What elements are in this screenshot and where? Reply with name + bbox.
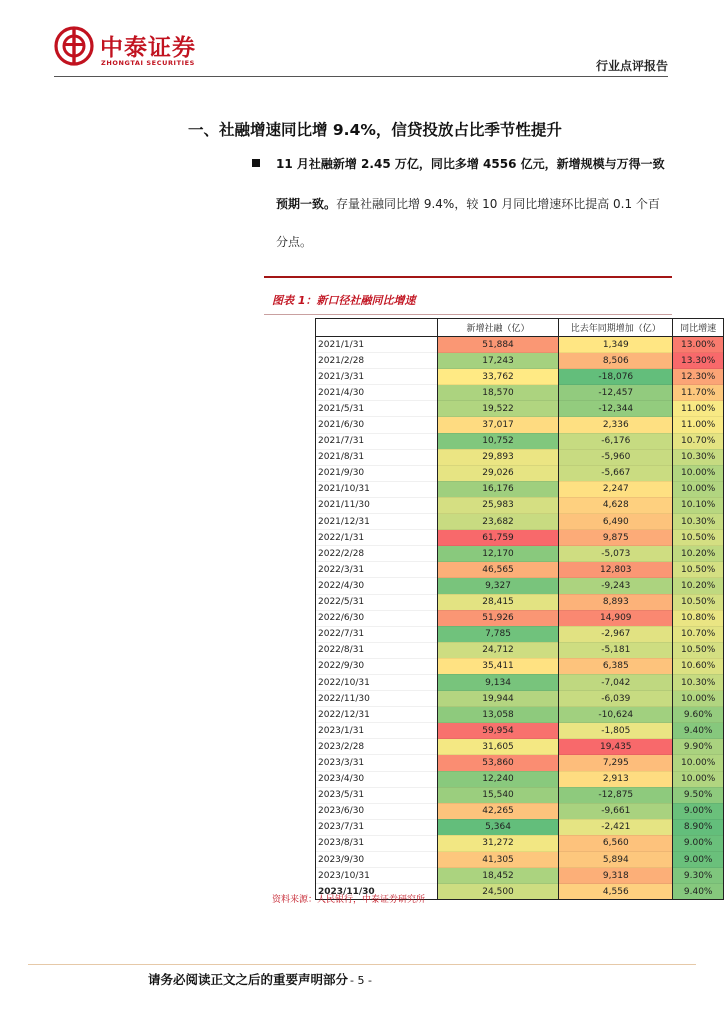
cell-new-financing: 16,176 — [437, 481, 558, 497]
cell-yoy-growth: 9.50% — [673, 787, 724, 803]
cell-date: 2022/1/31 — [316, 530, 438, 546]
col-header-new-financing: 新增社融（亿） — [437, 319, 558, 337]
cell-date: 2023/4/30 — [316, 771, 438, 787]
table-row — [316, 803, 724, 819]
cell-date: 2021/11/30 — [316, 497, 438, 513]
table-row — [316, 819, 724, 835]
cell-yoy-growth: 10.00% — [673, 481, 724, 497]
cell-date: 2021/8/31 — [316, 449, 438, 465]
table-row — [316, 401, 724, 417]
cell-yoy-increase: -5,073 — [559, 546, 673, 562]
table-row — [316, 481, 724, 497]
cell-yoy-increase: 6,385 — [559, 658, 673, 674]
cell-new-financing: 51,926 — [437, 610, 558, 626]
cell-new-financing: 12,240 — [437, 771, 558, 787]
cell-yoy-growth: 10.30% — [673, 674, 724, 690]
cell-date: 2023/3/31 — [316, 755, 438, 771]
cell-yoy-increase: -2,967 — [559, 626, 673, 642]
cell-new-financing: 9,327 — [437, 578, 558, 594]
cell-yoy-growth: 10.00% — [673, 771, 724, 787]
cell-date: 2021/9/30 — [316, 465, 438, 481]
cell-date: 2023/8/31 — [316, 835, 438, 851]
cell-yoy-increase: 6,560 — [559, 835, 673, 851]
cell-yoy-growth: 8.90% — [673, 819, 724, 835]
cell-new-financing: 19,522 — [437, 401, 558, 417]
cell-new-financing: 12,170 — [437, 546, 558, 562]
cell-date: 2022/9/30 — [316, 658, 438, 674]
cell-new-financing: 7,785 — [437, 626, 558, 642]
cell-yoy-increase: -12,457 — [559, 385, 673, 401]
cell-yoy-increase: -10,624 — [559, 707, 673, 723]
chart-caption-divider — [264, 314, 672, 315]
cell-yoy-growth: 9.00% — [673, 852, 724, 868]
cell-yoy-growth: 11.70% — [673, 385, 724, 401]
cell-new-financing: 29,026 — [437, 465, 558, 481]
cell-yoy-growth: 10.30% — [673, 514, 724, 530]
header-divider — [54, 76, 668, 77]
logo-english-name: ZHONGTAI SECURITIES — [101, 59, 195, 67]
cell-new-financing: 23,682 — [437, 514, 558, 530]
paragraph-line-1-bold: 11 月社融新增 2.45 万亿，同比多增 4556 亿元，新增规模与万得一致 — [276, 157, 665, 171]
cell-yoy-increase: 19,435 — [559, 739, 673, 755]
cell-date: 2023/2/28 — [316, 739, 438, 755]
table-row — [316, 835, 724, 851]
cell-new-financing: 24,500 — [437, 884, 558, 900]
cell-yoy-increase: 5,894 — [559, 852, 673, 868]
cell-yoy-increase: 2,247 — [559, 481, 673, 497]
cell-new-financing: 25,983 — [437, 497, 558, 513]
cell-new-financing: 24,712 — [437, 642, 558, 658]
table-row — [316, 691, 724, 707]
cell-new-financing: 5,364 — [437, 819, 558, 835]
cell-new-financing: 31,272 — [437, 835, 558, 851]
table-header-row — [316, 319, 724, 337]
cell-yoy-growth: 10.00% — [673, 691, 724, 707]
paragraph-line-2-bold: 预期一致。 — [276, 197, 337, 211]
col-header-yoy-increase: 比去年同期增加（亿） — [559, 319, 673, 337]
paragraph-line-3: 分点。 — [276, 235, 313, 249]
table-row — [316, 674, 724, 690]
cell-yoy-increase: 4,628 — [559, 497, 673, 513]
cell-date: 2023/1/31 — [316, 723, 438, 739]
cell-yoy-increase: 12,803 — [559, 562, 673, 578]
paragraph-line-2-text: 存量社融同比增 9.4%，较 10 月同比增速环比提高 0.1 个百 — [336, 197, 660, 211]
cell-date: 2023/9/30 — [316, 852, 438, 868]
chart-source-note: 资料来源：人民银行，中泰证券研究所 — [272, 895, 426, 905]
table-row — [316, 514, 724, 530]
table-row — [316, 642, 724, 658]
cell-date: 2022/2/28 — [316, 546, 438, 562]
cell-yoy-increase: 7,295 — [559, 755, 673, 771]
table-row — [316, 417, 724, 433]
table-row — [316, 337, 724, 353]
cell-date: 2021/1/31 — [316, 337, 438, 353]
cell-yoy-growth: 10.20% — [673, 578, 724, 594]
cell-date: 2021/10/31 — [316, 481, 438, 497]
cell-date: 2022/10/31 — [316, 674, 438, 690]
cell-yoy-increase: 9,318 — [559, 868, 673, 884]
table-row — [316, 755, 724, 771]
cell-yoy-growth: 10.80% — [673, 610, 724, 626]
cell-new-financing: 15,540 — [437, 787, 558, 803]
cell-yoy-growth: 10.20% — [673, 546, 724, 562]
cell-new-financing: 46,565 — [437, 562, 558, 578]
cell-yoy-increase: -12,875 — [559, 787, 673, 803]
cell-yoy-increase: 4,556 — [559, 884, 673, 900]
cell-date: 2021/7/31 — [316, 433, 438, 449]
cell-date: 2022/6/30 — [316, 610, 438, 626]
table-row — [316, 369, 724, 385]
cell-yoy-growth: 10.50% — [673, 530, 724, 546]
cell-yoy-growth: 13.00% — [673, 337, 724, 353]
paragraph-line-2 — [276, 195, 676, 212]
table-row — [316, 546, 724, 562]
cell-yoy-increase: 8,506 — [559, 353, 673, 369]
table-row — [316, 658, 724, 674]
cell-new-financing: 61,759 — [437, 530, 558, 546]
cell-yoy-growth: 10.50% — [673, 562, 724, 578]
table-row — [316, 626, 724, 642]
cell-yoy-increase: -7,042 — [559, 674, 673, 690]
cell-yoy-increase: 8,893 — [559, 594, 673, 610]
cell-yoy-increase: 6,490 — [559, 514, 673, 530]
cell-date: 2021/3/31 — [316, 369, 438, 385]
cell-date: 2023/6/30 — [316, 803, 438, 819]
footer-divider — [28, 964, 696, 965]
cell-yoy-growth: 10.50% — [673, 642, 724, 658]
table-row — [316, 594, 724, 610]
cell-date: 2021/5/31 — [316, 401, 438, 417]
cell-yoy-increase: -6,176 — [559, 433, 673, 449]
cell-new-financing: 28,415 — [437, 594, 558, 610]
cell-yoy-increase: -5,181 — [559, 642, 673, 658]
cell-yoy-increase: -12,344 — [559, 401, 673, 417]
cell-yoy-increase: 9,875 — [559, 530, 673, 546]
cell-yoy-growth: 11.00% — [673, 417, 724, 433]
paragraph-line-1 — [276, 155, 676, 172]
cell-new-financing: 17,243 — [437, 353, 558, 369]
cell-yoy-increase: -9,661 — [559, 803, 673, 819]
cell-yoy-growth: 10.60% — [673, 658, 724, 674]
cell-new-financing: 18,452 — [437, 868, 558, 884]
cell-new-financing: 42,265 — [437, 803, 558, 819]
table-row — [316, 852, 724, 868]
cell-new-financing: 18,570 — [437, 385, 558, 401]
cell-date: 2021/6/30 — [316, 417, 438, 433]
col-header-date — [316, 319, 438, 337]
cell-yoy-growth: 10.70% — [673, 626, 724, 642]
cell-yoy-growth: 12.30% — [673, 369, 724, 385]
cell-yoy-increase: -18,076 — [559, 369, 673, 385]
cell-yoy-growth: 9.60% — [673, 707, 724, 723]
col-header-yoy-growth: 同比增速 — [673, 319, 724, 337]
cell-date: 2023/7/31 — [316, 819, 438, 835]
cell-date: 2022/8/31 — [316, 642, 438, 658]
cell-yoy-growth: 10.50% — [673, 594, 724, 610]
cell-new-financing: 35,411 — [437, 658, 558, 674]
cell-date: 2022/4/30 — [316, 578, 438, 594]
cell-date: 2022/3/31 — [316, 562, 438, 578]
cell-date: 2022/7/31 — [316, 626, 438, 642]
cell-new-financing: 37,017 — [437, 417, 558, 433]
zhongtai-logo-icon — [54, 26, 94, 66]
company-logo — [54, 26, 254, 74]
table-row — [316, 723, 724, 739]
cell-new-financing: 33,762 — [437, 369, 558, 385]
cell-yoy-increase: 14,909 — [559, 610, 673, 626]
cell-date: 2023/5/31 — [316, 787, 438, 803]
chart-caption: 图表 1：新口径社融同比增速 — [272, 294, 416, 307]
footer-notice-text: 请务必阅读正文之后的重要声明部分 — [148, 972, 349, 987]
cell-date: 2023/10/31 — [316, 868, 438, 884]
cell-yoy-increase: -2,421 — [559, 819, 673, 835]
cell-yoy-increase: -9,243 — [559, 578, 673, 594]
table-row — [316, 433, 724, 449]
cell-yoy-growth: 10.10% — [673, 497, 724, 513]
table-row — [316, 787, 724, 803]
cell-yoy-growth: 10.00% — [673, 755, 724, 771]
cell-new-financing: 31,605 — [437, 739, 558, 755]
logo-chinese-name: 中泰证券 — [100, 35, 196, 61]
cell-new-financing: 10,752 — [437, 433, 558, 449]
cell-yoy-increase: -5,667 — [559, 465, 673, 481]
chart-top-divider — [264, 276, 672, 278]
cell-yoy-growth: 9.40% — [673, 723, 724, 739]
table-row — [316, 739, 724, 755]
table-row — [316, 771, 724, 787]
cell-new-financing: 59,954 — [437, 723, 558, 739]
cell-yoy-growth: 10.00% — [673, 465, 724, 481]
cell-new-financing: 9,134 — [437, 674, 558, 690]
cell-yoy-growth: 13.30% — [673, 353, 724, 369]
cell-yoy-increase: -5,960 — [559, 449, 673, 465]
cell-date: 2021/4/30 — [316, 385, 438, 401]
cell-date: 2022/12/31 — [316, 707, 438, 723]
table-row — [316, 497, 724, 513]
footer-notice — [148, 970, 372, 988]
table-row — [316, 530, 724, 546]
cell-new-financing: 53,860 — [437, 755, 558, 771]
cell-yoy-increase: -6,039 — [559, 691, 673, 707]
cell-yoy-growth: 10.70% — [673, 433, 724, 449]
cell-yoy-increase: -1,805 — [559, 723, 673, 739]
cell-yoy-increase: 1,349 — [559, 337, 673, 353]
table-row — [316, 868, 724, 884]
cell-new-financing: 29,893 — [437, 449, 558, 465]
cell-yoy-growth: 9.30% — [673, 868, 724, 884]
table-row — [316, 707, 724, 723]
cell-new-financing: 41,305 — [437, 852, 558, 868]
cell-date: 2021/12/31 — [316, 514, 438, 530]
cell-new-financing: 51,884 — [437, 337, 558, 353]
cell-yoy-growth: 9.90% — [673, 739, 724, 755]
cell-yoy-growth: 9.00% — [673, 803, 724, 819]
bullet-square-icon — [252, 159, 260, 167]
social-financing-table — [315, 318, 724, 900]
table-row — [316, 353, 724, 369]
cell-yoy-growth: 10.30% — [673, 449, 724, 465]
cell-date: 2023/11/30 — [316, 884, 438, 900]
cell-date: 2022/5/31 — [316, 594, 438, 610]
table-body — [316, 337, 724, 900]
cell-date: 2022/11/30 — [316, 691, 438, 707]
page-number: - 5 - — [350, 974, 372, 987]
section-title: 一、社融增速同比增 9.4%，信贷投放占比季节性提升 — [188, 121, 562, 139]
cell-yoy-growth: 9.40% — [673, 884, 724, 900]
report-type-label: 行业点评报告 — [595, 59, 668, 73]
table-row — [316, 610, 724, 626]
table-row — [316, 578, 724, 594]
cell-yoy-increase: 2,336 — [559, 417, 673, 433]
cell-yoy-growth: 11.00% — [673, 401, 724, 417]
cell-new-financing: 13,058 — [437, 707, 558, 723]
table-row — [316, 385, 724, 401]
table-row — [316, 465, 724, 481]
table-row — [316, 562, 724, 578]
cell-yoy-growth: 9.00% — [673, 835, 724, 851]
cell-yoy-increase: 2,913 — [559, 771, 673, 787]
cell-new-financing: 19,944 — [437, 691, 558, 707]
cell-date: 2021/2/28 — [316, 353, 438, 369]
table-row — [316, 449, 724, 465]
